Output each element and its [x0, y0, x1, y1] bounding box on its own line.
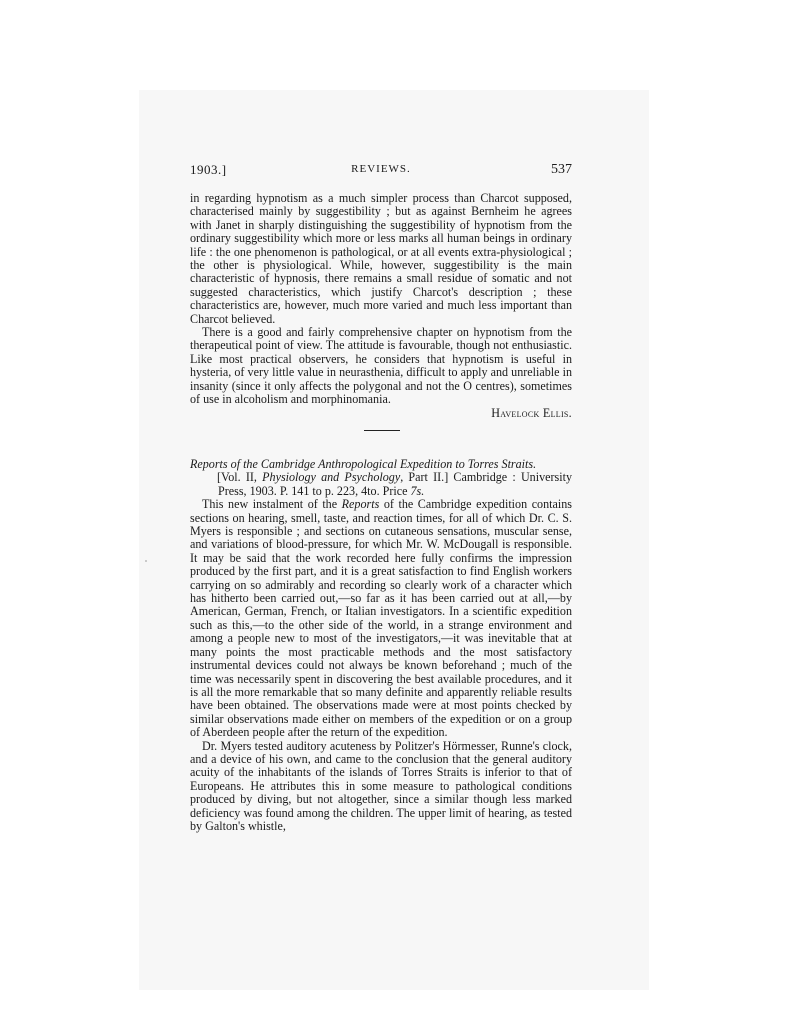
price: 7s.: [410, 483, 425, 498]
italic-reports: Reports: [341, 497, 380, 512]
paragraph-start: This new instalment of the: [202, 497, 342, 512]
volume-prefix: [Vol. II,: [217, 470, 263, 485]
review-heading: [190, 458, 572, 498]
running-head: [190, 162, 572, 182]
reviewer-signature: Havelock Ellis.: [491, 405, 572, 420]
margin-speck: [145, 560, 147, 562]
review-book-title: Reports of the Cambridge Anthropological Expedition to Torres Straits.: [190, 457, 537, 471]
paragraph: [190, 498, 572, 739]
running-head-year: 1903.]: [190, 162, 227, 177]
running-head-title: REVIEWS.: [351, 163, 411, 175]
paragraph: Dr. Myers tested auditory acuteness by Politzer's Hörmesser, Runne's clock, and a device of his own, and came to the conclusion that the general auditory acuity of the inhabitants of the islands of Torres Straits is inferior to that of Europeans. He attributes this in some measure to pathological conditions produced by diving, but not altogether, since a similar though less marked deficiency was found among the children. The upper limit of hearing, as tested by Galton's whistle,: [190, 738, 572, 833]
review-book-details: [190, 471, 572, 498]
paragraph: There is a good and fairly comprehensive chapter on hypnotism from the therapeutical point of view. The attitude is favourable, though not enthusiastic. Like most practical observers, he considers that hypnotism is useful in hysteria, of very little value in neurasthenia, difficult to apply and unreliable in insanity (since it only affects the polygonal and not the O centres), sometimes of use in alcoholism and morphinomania.: [190, 325, 572, 407]
previous-review-text: [190, 192, 572, 420]
paragraph-rest: of the Cambridge expedition contains sections on hearing, smell, taste, and reaction times, for all of which Dr. C. S. Myers is responsible ; and sections on cutaneous sensations, muscular sense, and variations of blood-pressure, for which Mr. W. McDougall is responsible. It may be said that the work recorded here fully confirms the impression produced by the first part, and it is a great satisfaction to find English workers carrying on so admirably and recording so clearly work of a character which has hitherto been carried out,—so far as it has been carried out at all,—by American, German, French, or Italian investigators. In a scientific expedition such as this,—to the other side of the world, in a strange environment and among a people new to most of the investigators,—it was inevitable that at many points the most practicable methods and the most satisfactory instrumental devices could not always be known beforehand ; much of the time was necessarily spent in discovering the best available procedures, and it is all the more remarkable that so many definite and apparently reliable results have been obtained. The observations made were at most points checked by similar observations made either on members of the expedition or on a group of Aberdeen people after the return of the expedition.: [190, 497, 572, 740]
page-number: 537: [551, 162, 572, 177]
paragraph: in regarding hypnotism as a much simpler process than Charcot supposed, characterised mainly by suggestibility ; but as against Bernheim he agrees with Janet in sharply distinguishing the suggestibility of hypnotism from the ordinary suggestibility which more or less marks all human beings in ordinary life : the one phenomenon is pathological, or at all events extra-physiological ; the other is physiological. While, however, suggestibility is the main characteristic of hypnosis, there remains a small residue of somatic and not suggested characteristics, which justify Charcot's description ; these characteristics are, however, much more varied and much less important than Charcot believed.: [190, 191, 572, 326]
new-review-text: [190, 458, 572, 833]
section-divider: [364, 430, 400, 431]
publication-details: , Part II.] Cambridge : University Press, 1903. P. 141 to p. 223, 4to. Price: [218, 470, 572, 498]
volume-title: Physiology and Psychology: [262, 470, 401, 485]
